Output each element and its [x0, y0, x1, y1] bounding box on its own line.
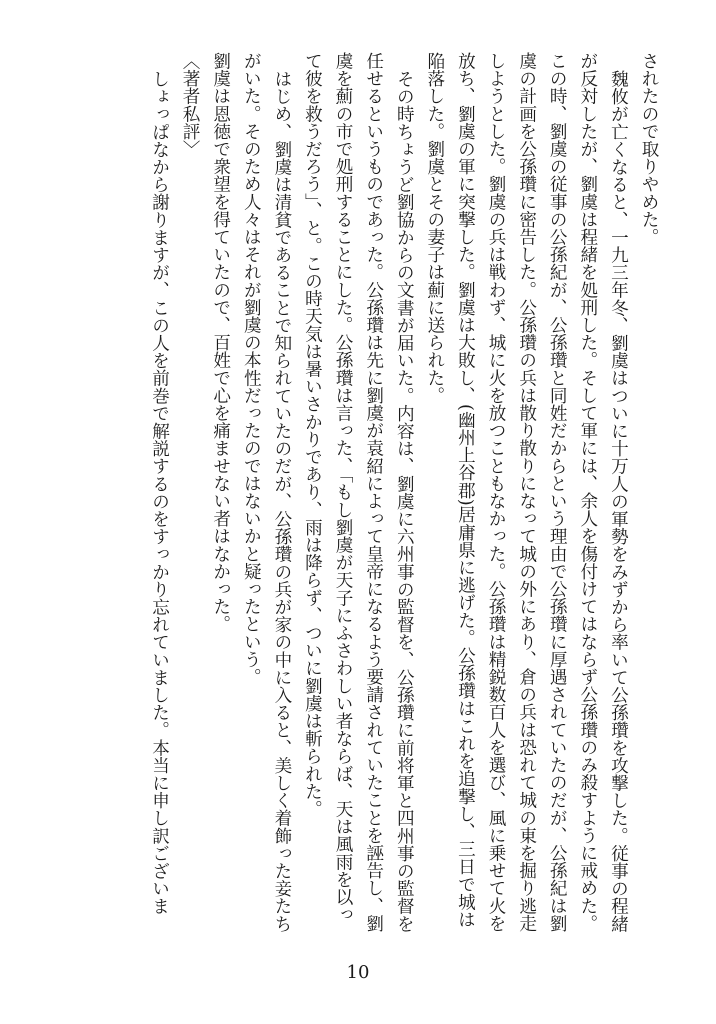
paragraph-continuation: されたので取りやめた。 [639, 52, 659, 246]
paragraph-attack: 魏攸が亡くなると、一九三年冬、劉虞はついに十万人の軍勢をみずから率いて公孫瓚を攻撃した。従事の程緒が反対したが、劉虞は程緒を処刑した。そして軍には、余人を傷付けてはならず公孫瓚のみ殺すように戒めた。この時、劉虞の従事の公孫紀が、公孫瓚と同姓だからという理由で公孫瓚に厚遇されていたのだが、公孫紀は劉虞の計画を公孫瓚に密告した。公孫瓚の兵は散り散りになって城の外にあり、倉の兵は恐れて城の東を掘り逃走しようとした。劉虞の兵は戦わず、城に火を放つこともなかった。公孫瓚は精鋭数百人を選び、風に乗せて火を放ち、劉虞の軍に突撃した。劉虞は大敗し、(幽州上谷郡)居庸県に逃げた。公孫瓚はこれを追撃し、三日で城は陥落した。劉虞とその妻子は薊に送られた。 [424, 52, 629, 932]
paragraph-author-comment: しょっぱなから謝りますが、この人を前巻で解説するのをすっかり忘れていました。本当に申し訳ございま [149, 69, 170, 915]
vertical-text-body [54, 52, 664, 932]
paragraph-grief: 劉虞は恩徳で衆望を得ていたので、百姓で心を痛ませない者はなかった。 [210, 52, 231, 633]
paragraph-execution: その時ちょうど劉協からの文書が届いた。内容は、劉虞に六州事の監督を、公孫瓚に前将軍と四州事の監督を任せるというものであった。公孫瓚は先に劉虞が袁紹によって皇帝になるよう要請されていたことを誣告し、劉虞を薊の市で処刑することにした。公孫瓚は言った、「もし劉虞が天子にふさわしい者ならば、天は風雨を以って彼を救うだろう」、と。この時天気は暑いさかりであり、雨は降らず、ついに劉虞は斬られた。 [302, 52, 415, 932]
section-heading-author-comment: 〈著者私評〉 [180, 52, 201, 158]
page-number: 10 [346, 962, 370, 983]
paragraph-concubines: はじめ、劉虞は清貧であることで知られていたのだが、公孫瓚の兵が家の中に入ると、美しく着飾った妾たちがいた。そのため人々はそれが劉虞の本性だったのではないかと疑ったという。 [241, 52, 292, 932]
